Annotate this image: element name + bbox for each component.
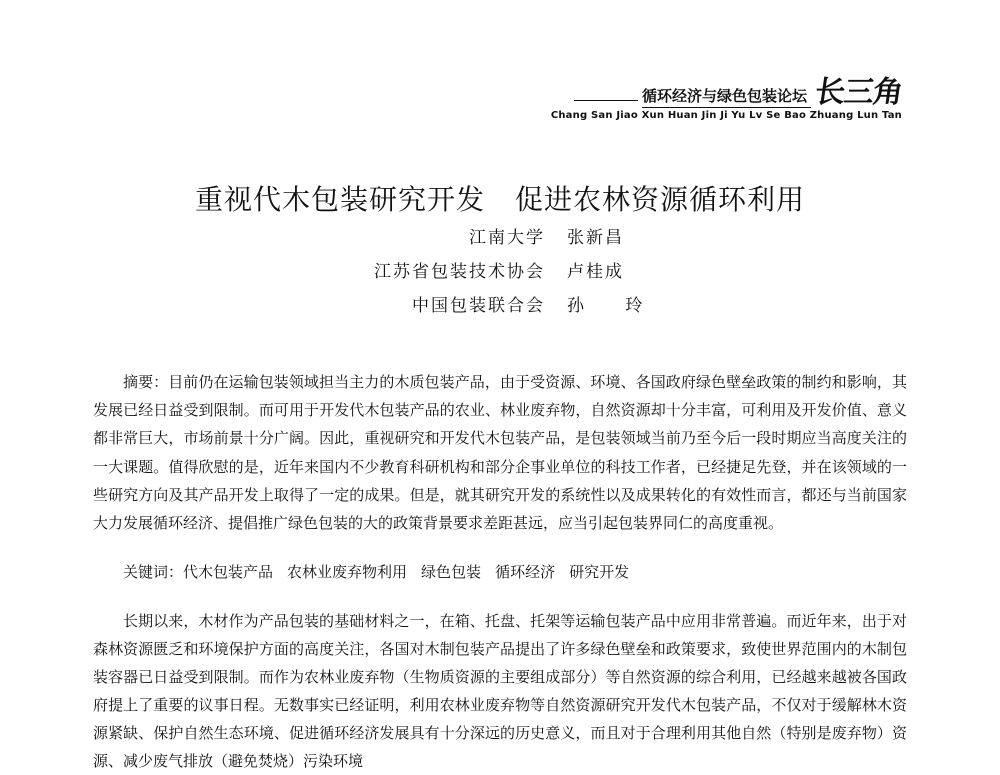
author-name: 孙 玲 — [567, 295, 661, 316]
author-list — [300, 218, 700, 320]
keyword: 代木包装产品 — [183, 563, 274, 581]
header-rule — [574, 100, 638, 101]
author-name: 张新昌 — [567, 227, 624, 248]
keywords-label: 关键词： — [123, 563, 184, 581]
author-affiliation: 江南大学 — [469, 227, 545, 248]
abstract-text: 目前仍在运输包装领域担当主力的木质包装产品，由于受资源、环境、各国政府绿色壁垒政策的制约和影响，其发展已经日益受到限制。而可用于开发代木包装产品的农业、林业废弃物，自然资源却十分丰富，可利用及开发价值、意义都非常巨大，市场前景十分广阔。因此，重视研究和开发代木包装产品，是包装领域当前乃至今后一段时期应当高度关注的一大课题。值得欣慰的是，近年来国内不少教育科研机构和部分企事业单位的科技工作者，已经捷足先登，并在该领域的一些研究方向及其产品开发上取得了一定的成果。但是，就其研究开发的系统性以及成果转化的有效性而言，都还与当前国家大力发展循环经济、提倡推广绿色包装的大的政策背景要求差距甚远，应当引起包装界同仁的高度重视。 — [93, 373, 907, 533]
forum-title: 循环经济与绿色包装论坛 — [642, 85, 811, 108]
keyword: 农林业废弃物利用 — [287, 563, 408, 581]
journal-header — [550, 75, 905, 121]
keywords — [93, 560, 907, 584]
abstract — [93, 368, 907, 537]
title-part-2: 促进农林资源循环利用 — [515, 183, 806, 216]
abstract-label: 摘要： — [123, 373, 169, 391]
paper-title — [0, 178, 1000, 218]
author-name: 卢桂成 — [567, 261, 624, 282]
author-affiliation: 中国包装联合会 — [412, 295, 545, 316]
forum-pinyin: Chang San Jiao Xun Huan Jin Ji Yu Lv Se Bao Zhuang Lun Tan — [550, 110, 902, 121]
author-row — [300, 252, 700, 286]
keyword: 循环经济 — [495, 563, 556, 581]
body-paragraph: 长期以来，木材作为产品包装的基础材料之一，在箱、托盘、托架等运输包装产品中应用非常普遍。而近年来，出于对森林资源匮乏和环境保护方面的高度关注，各国对木制包装产品提出了许多绿色壁垒和政策要求，致使世界范围内的木制包装容器已日益受到限制。而作为农林业废弃物（生物质资源的主要组成部分）等自然资源的综合利用，已经越来越被各国政府提上了重要的议事日程。无数事实已经证明，利用农林业废弃物等自然资源研究开发代木包装产品，不仅对于缓解林木资源紧缺、保护自然生态环境、促进循环经济发展具有十分深远的历史意义，而且对于合理利用其他自然（特别是废弃物）资源、减少废气排放（避免焚烧）污染环境 — [93, 612, 907, 770]
keyword: 绿色包装 — [421, 563, 482, 581]
author-affiliation: 江苏省包装技术协会 — [374, 261, 545, 282]
keyword: 研究开发 — [569, 563, 630, 581]
body-text — [93, 607, 907, 775]
title-part-1: 重视代木包装研究开发 — [194, 183, 485, 216]
author-row — [300, 286, 700, 320]
journal-logo: 长三角 — [812, 75, 905, 110]
author-row — [300, 218, 700, 252]
